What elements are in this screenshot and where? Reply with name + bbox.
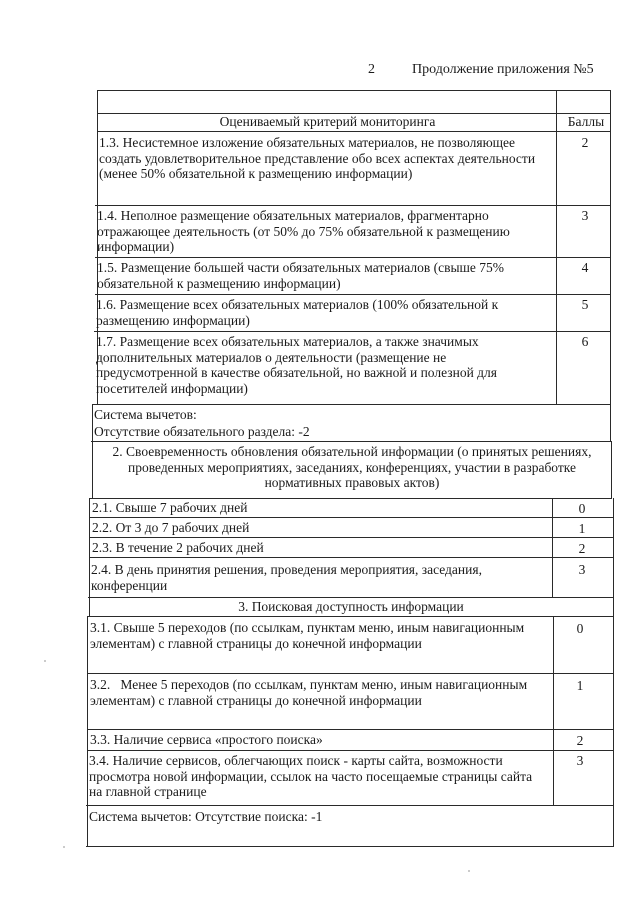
score-3-4: 3 — [576, 753, 584, 768]
penalty-system-label: Система вычетов: — [94, 407, 197, 422]
page-header — [0, 62, 640, 82]
score-2-4: 3 — [578, 562, 586, 577]
criterion-1-6: 1.6. Размещение всех обязательных материалов (100% обязательной к размещению информации) — [96, 297, 499, 328]
score-2-1: 0 — [578, 501, 586, 516]
score-1-7: 6 — [581, 334, 589, 349]
criterion-2-1: 2.1. Свыше 7 рабочих дней — [92, 500, 248, 515]
section-2-title: 2. Своевременность обновления обязательной информации (о принятых решениях, проведенных мероприятиях, заседаниях, конференциях, участии в разработке нормативных правовых актов) — [112, 444, 592, 490]
criterion-1-3: 1.3. Несистемное изложение обязательных материалов, не позволяющее создать удовлетворительное представление обо всех аспектах деятельности (менее 50% обязательной к размещению информации) — [99, 135, 536, 181]
score-3-1: 0 — [576, 621, 584, 636]
score-1-6: 5 — [581, 297, 589, 312]
page-number: 2 — [368, 62, 375, 77]
criterion-3-1: 3.1. Свыше 5 переходов (по ссылкам, пунктам меню, иным навигационным элементам) с главной страницы до конечной информации — [90, 620, 525, 651]
section-3-title: 3. Поисковая доступность информации — [238, 599, 464, 614]
criterion-3-2: 3.2. Менее 5 переходов (по ссылкам, пунктам меню, иным навигационным элементам) с главной страницы до конечной информации — [90, 677, 531, 708]
score-1-5: 4 — [581, 260, 589, 275]
scan-speck — [468, 870, 470, 872]
criterion-1-4: 1.4. Неполное размещение обязательных материалов, фрагментарно отражающее деятельность (от 50% до 75% обязательной к размещению информации) — [97, 208, 510, 254]
criterion-3-4: 3.4. Наличие сервисов, облегчающих поиск - карты сайта, возможности просмотра новой информации, ссылок на часто посещаемые страницы сайта на главной странице — [89, 753, 533, 799]
criterion-2-3: 2.3. В течение 2 рабочих дней — [92, 540, 264, 555]
score-3-3: 2 — [576, 733, 584, 748]
criterion-2-2: 2.2. От 3 до 7 рабочих дней — [92, 520, 250, 535]
score-3-2: 1 — [576, 678, 584, 693]
criterion-3-3: 3.3. Наличие сервиса «простого поиска» — [90, 732, 323, 747]
score-1-3: 2 — [581, 135, 589, 150]
criterion-1-5: 1.5. Размещение большей части обязательных материалов (свыше 75% обязательной к размещению информации) — [97, 260, 505, 291]
criterion-1-7: 1.7. Размещение всех обязательных материалов, а также значимых дополнительных материалов о деятельности (размещение не предусмотренной в качестве обязательной, но важной и полезной для посетителей информации) — [96, 334, 497, 396]
score-2-2: 1 — [578, 521, 586, 536]
criterion-2-4: 2.4. В день принятия решения, проведения мероприятия, заседания, конференции — [91, 562, 482, 593]
score-column-header: Баллы — [567, 114, 605, 129]
penalty-missing-section: Отсутствие обязательного раздела: -2 — [94, 424, 310, 439]
criterion-column-header: Оцениваемый критерий мониторинга — [219, 114, 436, 129]
score-2-3: 2 — [578, 541, 586, 556]
scan-speck — [63, 846, 65, 848]
continuation-label: Продолжение приложения №5 — [412, 62, 594, 77]
penalty-missing-search: Система вычетов: Отсутствие поиска: -1 — [89, 809, 323, 824]
scan-speck — [44, 660, 46, 662]
score-1-4: 3 — [581, 208, 589, 223]
